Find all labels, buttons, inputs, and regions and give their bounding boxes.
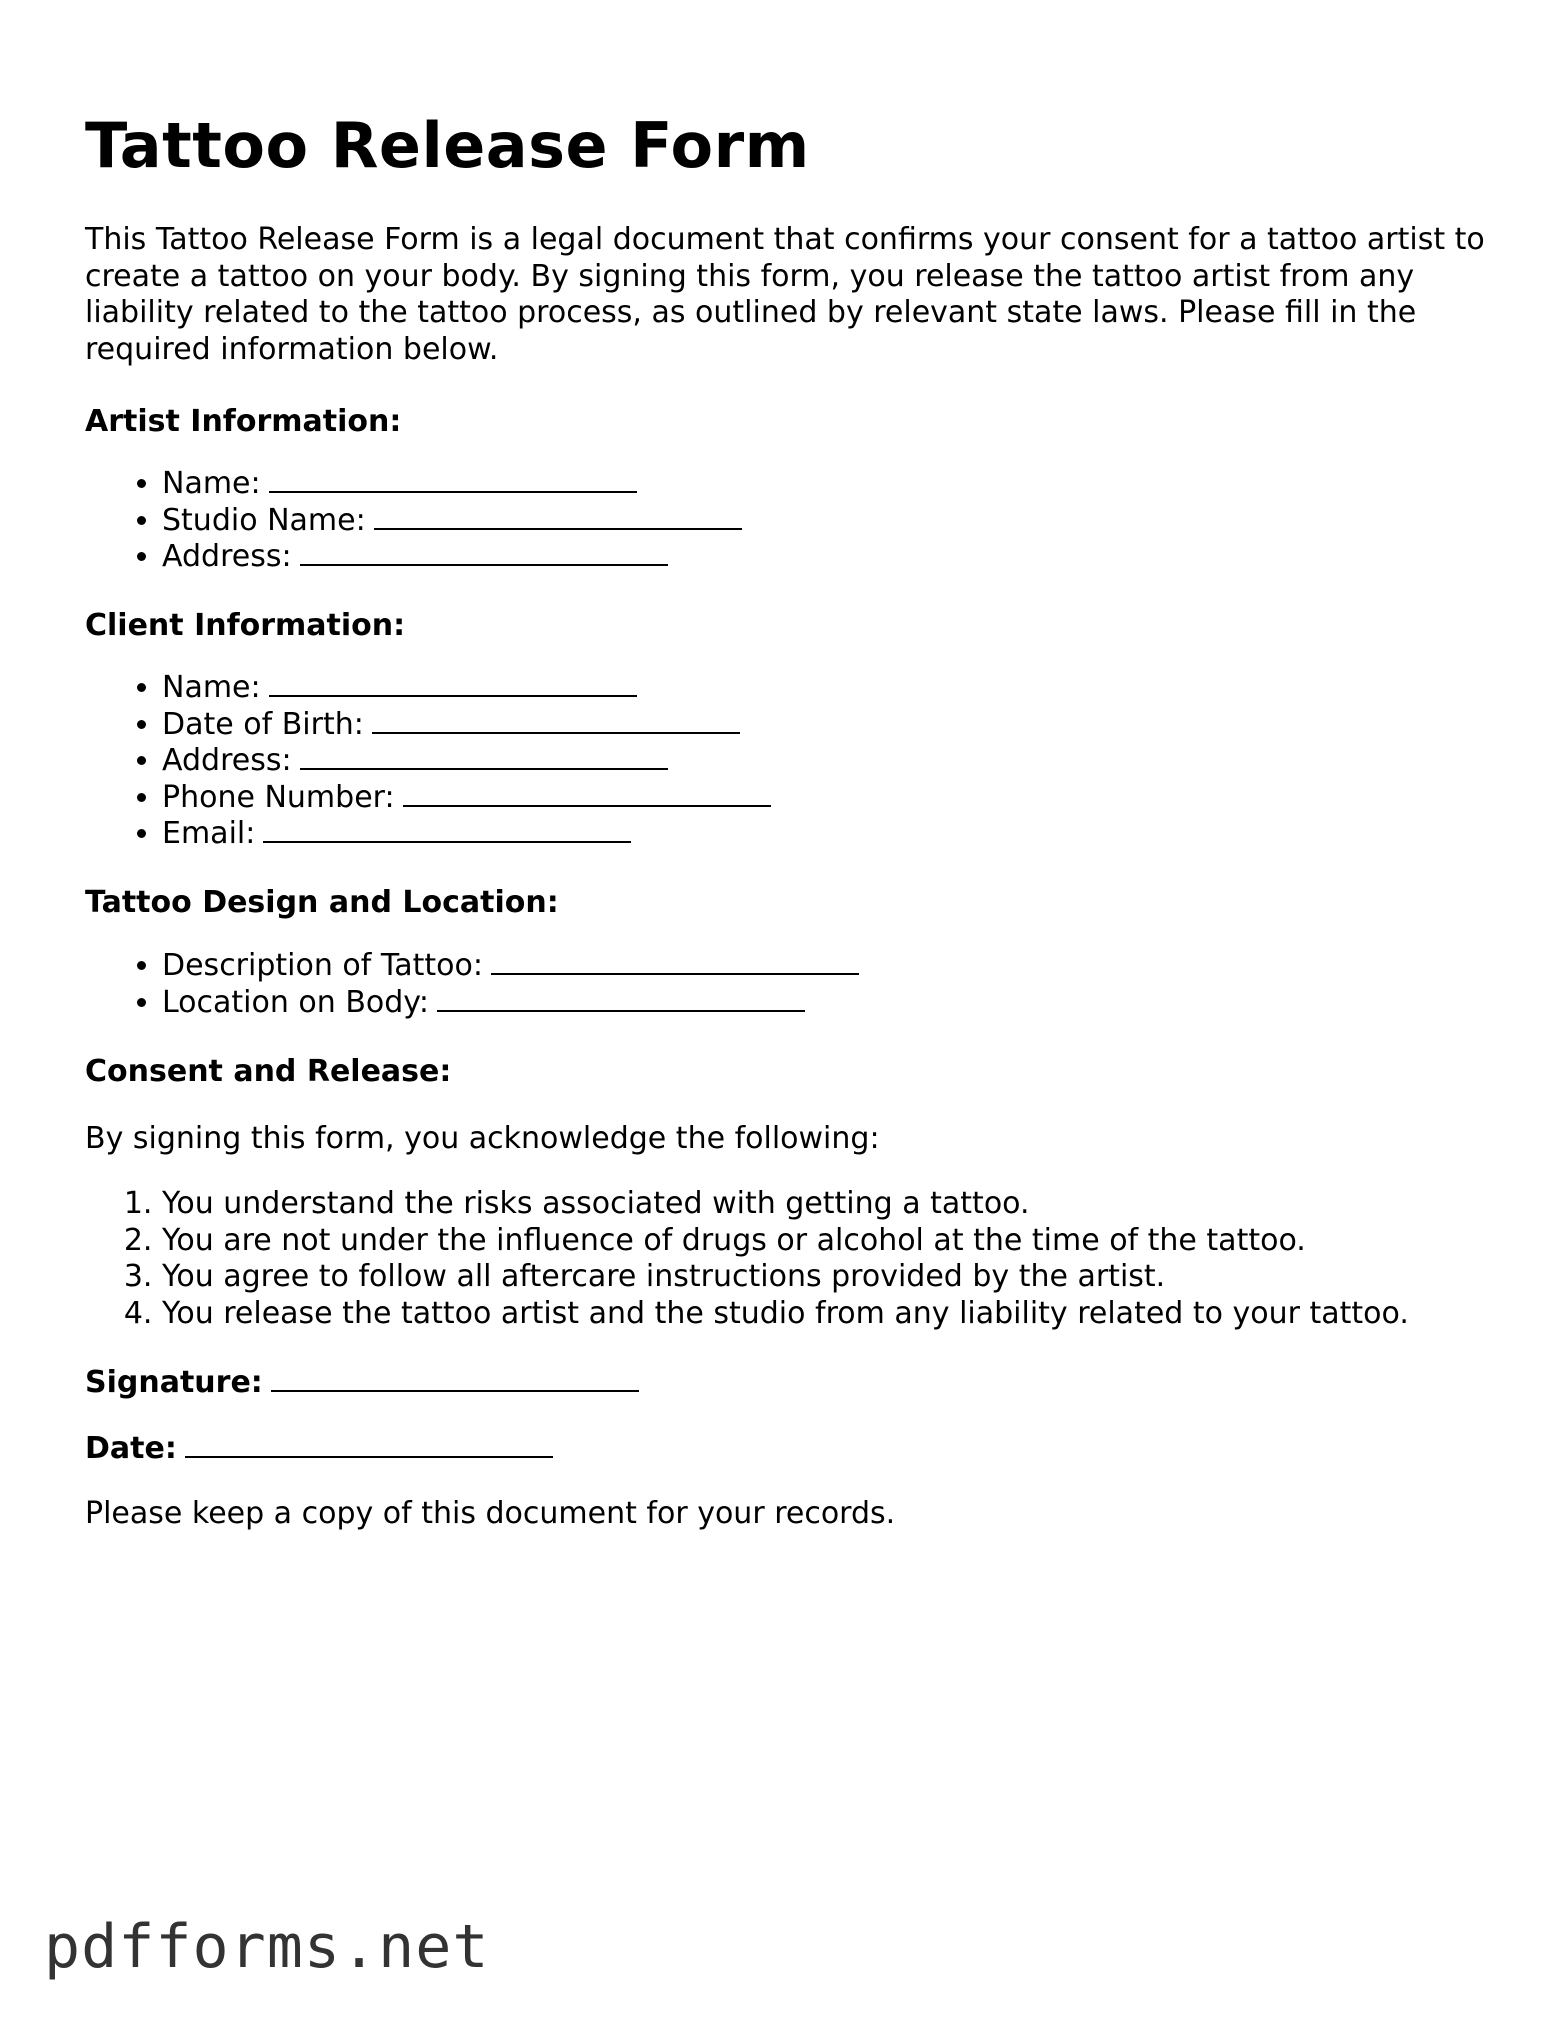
date-blank[interactable] [185, 1432, 553, 1458]
artist-address-blank[interactable] [300, 540, 668, 566]
tattoo-fields-list [85, 948, 859, 1021]
client-fields-list [85, 670, 771, 853]
signature-line [85, 1365, 639, 1401]
tattoo-location-field: • Location on Body: [162, 985, 859, 1022]
client-dob-field: • Date of Birth: [162, 707, 771, 744]
consent-item: 1. You understand the risks associated with getting a tattoo. [162, 1186, 1562, 1223]
intro-paragraph: This Tattoo Release Form is a legal document that confirms your consent for a tattoo artist to create a tattoo on your body. By signing this form, you release the tattoo artist from any liability related to the tattoo process, as outlined by relevant state laws. Please fill in the required information below. [85, 222, 1485, 367]
client-name-blank[interactable] [269, 671, 637, 697]
tattoo-design-heading: Tattoo Design and Location: [85, 885, 559, 920]
consent-item: 3. You agree to follow all aftercare instructions provided by the artist. [162, 1259, 1562, 1296]
footer-note: Please keep a copy of this document for your records. [85, 1496, 896, 1531]
consent-item: 2. You are not under the influence of drugs or alcohol at the time of the tattoo. [162, 1223, 1562, 1260]
client-email-blank[interactable] [263, 817, 631, 843]
artist-address-field: • Address: [162, 539, 742, 576]
consent-item: 4. You release the tattoo artist and the studio from any liability related to your tattoo. [162, 1296, 1562, 1333]
artist-studio-field: • Studio Name: [162, 503, 742, 540]
tattoo-description-field: • Description of Tattoo: [162, 948, 859, 985]
signature-label: Signature: [85, 1365, 263, 1400]
client-info-heading: Client Information: [85, 608, 406, 643]
date-line [85, 1431, 553, 1467]
watermark-logo: pdfforms.net [44, 1912, 490, 1982]
page-title: Tattoo Release Form [85, 109, 810, 182]
date-label: Date: [85, 1431, 177, 1466]
artist-name-blank[interactable] [269, 467, 637, 493]
client-email-field: • Email: [162, 816, 771, 853]
client-phone-field: • Phone Number: [162, 780, 771, 817]
client-dob-blank[interactable] [372, 708, 740, 734]
consent-heading: Consent and Release: [85, 1054, 452, 1089]
consent-list [85, 1186, 1562, 1332]
client-address-field: • Address: [162, 743, 771, 780]
artist-name-field: • Name: [162, 466, 742, 503]
tattoo-location-blank[interactable] [437, 986, 805, 1012]
signature-blank[interactable] [271, 1366, 639, 1392]
client-address-blank[interactable] [300, 744, 668, 770]
tattoo-description-blank[interactable] [491, 949, 859, 975]
artist-info-heading: Artist Information: [85, 404, 402, 439]
artist-fields-list [85, 466, 742, 576]
client-name-field: • Name: [162, 670, 771, 707]
client-phone-blank[interactable] [403, 781, 771, 807]
consent-lead: By signing this form, you acknowledge the following: [85, 1121, 880, 1156]
artist-studio-blank[interactable] [374, 504, 742, 530]
